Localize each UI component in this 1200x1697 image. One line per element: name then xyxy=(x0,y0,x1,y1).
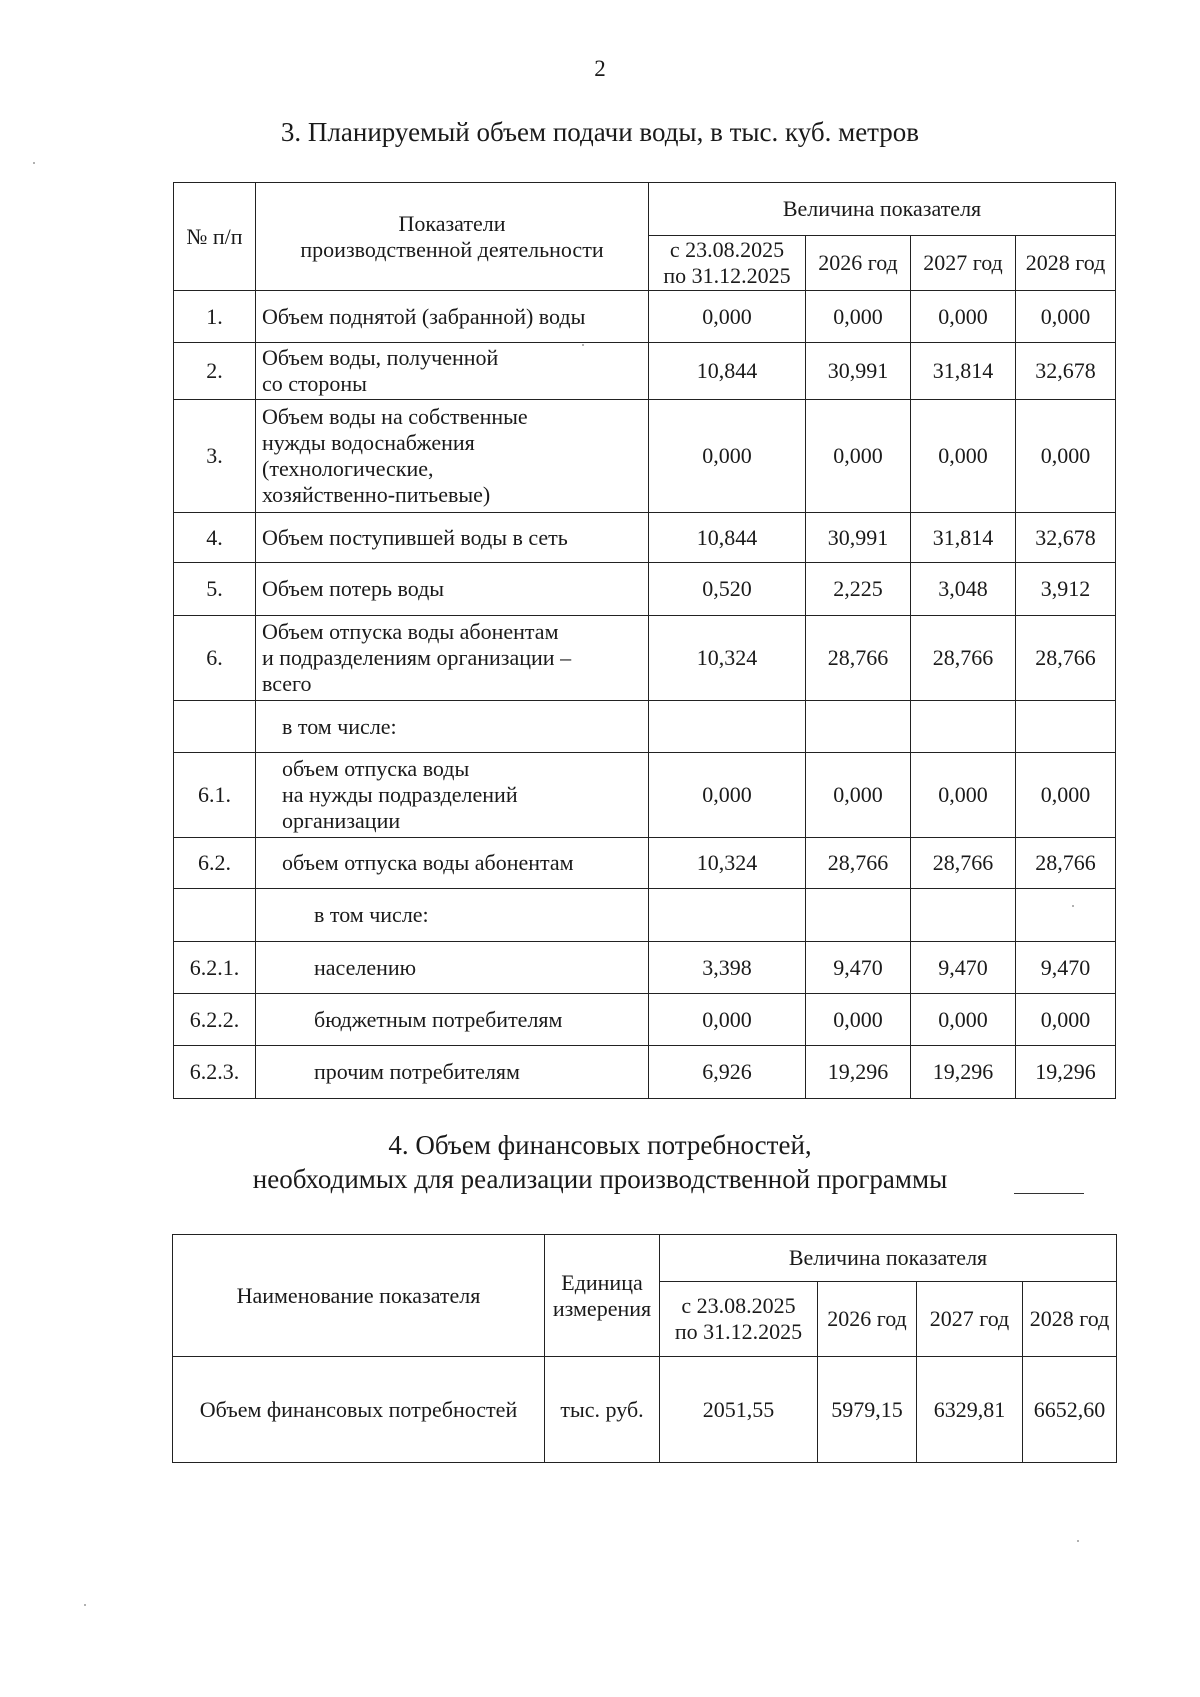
row-value-2027 xyxy=(911,701,1016,753)
scan-speck xyxy=(33,162,35,164)
header-indicators-line: производственной деятельности xyxy=(300,236,604,262)
row-value-2026: 30,991 xyxy=(806,513,911,563)
row-indicator-line: бюджетным потребителям xyxy=(314,1006,563,1032)
row-indicator-line: Объем поднятой (забранной) воды xyxy=(262,303,586,329)
water-supply-table xyxy=(173,182,1116,1099)
row-indicator xyxy=(256,563,649,616)
row-indicator-line: объем отпуска воды абонентам xyxy=(282,850,574,875)
row-value-2026: 9,470 xyxy=(806,942,911,994)
row-indicator-line: и подразделениям организации – xyxy=(262,645,572,670)
row-indicator xyxy=(256,1046,649,1099)
water-supply-table-body xyxy=(174,291,1116,1099)
header-period1-line: с 23.08.2025 xyxy=(669,237,785,262)
row-indicator-line: нужды водоснабжения xyxy=(262,430,475,455)
header-num: № п/п xyxy=(174,183,256,291)
header-unit-line: измерения xyxy=(552,1295,652,1321)
row-number: 6.1. xyxy=(174,753,256,838)
row-indicator xyxy=(256,889,649,942)
page-number: 2 xyxy=(594,56,606,81)
row-indicator xyxy=(256,994,649,1046)
row-indicator xyxy=(256,701,649,753)
row-value-2026: 2,225 xyxy=(806,563,911,616)
row-value-2027: 3,048 xyxy=(911,563,1016,616)
row-value-2026 xyxy=(806,701,911,753)
header-period1-line: по 31.12.2025 xyxy=(674,1319,803,1344)
table-row xyxy=(174,753,1116,838)
row-value-2028: 32,678 xyxy=(1016,513,1116,563)
row-value-period1: 0,000 xyxy=(649,291,806,343)
scan-speck xyxy=(84,1604,86,1606)
row-value-period1: 10,324 xyxy=(649,838,806,889)
row-value-period1: 10,844 xyxy=(649,513,806,563)
row-value-period1: 0,000 xyxy=(649,400,806,513)
row-value-2027: 28,766 xyxy=(911,616,1016,701)
scan-speck xyxy=(582,344,584,346)
row-indicator-line: Объем поступившей воды в сеть xyxy=(262,524,568,550)
row-value-period1: 6,926 xyxy=(649,1046,806,1099)
header-2027: 2027 год xyxy=(911,236,1016,291)
row-indicator-line: населению xyxy=(314,954,417,980)
row-indicator-line: Объем воды на собственные xyxy=(262,404,528,429)
scan-speck xyxy=(1077,1540,1079,1542)
header-period1-line: с 23.08.2025 xyxy=(681,1293,796,1318)
row-value-period1: 0,520 xyxy=(649,563,806,616)
header-2028: 2028 год xyxy=(1023,1282,1117,1357)
row-indicator xyxy=(256,400,649,513)
table-row xyxy=(174,838,1116,889)
row-number: 6. xyxy=(174,616,256,701)
row-indicator xyxy=(256,838,649,889)
row-value-2028: 19,296 xyxy=(1016,1046,1116,1099)
row-value-2028: 32,678 xyxy=(1016,343,1116,400)
section-4-title-line: необходимых для реализации производственной программы xyxy=(252,1164,948,1194)
row-number xyxy=(174,701,256,753)
header-period1 xyxy=(649,236,806,291)
header-period1 xyxy=(660,1282,818,1357)
row-value-2026: 30,991 xyxy=(806,343,911,400)
header-unit xyxy=(545,1235,660,1357)
table-header-row xyxy=(173,1235,1117,1282)
table-row xyxy=(174,994,1116,1046)
row-indicator xyxy=(256,343,649,400)
header-2026: 2026 год xyxy=(806,236,911,291)
header-period1-line: по 31.12.2025 xyxy=(663,263,791,288)
row-value-2026: 0,000 xyxy=(806,291,911,343)
row-value-2028: 0,000 xyxy=(1016,753,1116,838)
row-value-2028: 3,912 xyxy=(1016,563,1116,616)
row-value-period1: 10,844 xyxy=(649,343,806,400)
row-number: 1. xyxy=(174,291,256,343)
header-unit-line: Единица xyxy=(561,1269,643,1295)
header-indicators xyxy=(256,183,649,291)
row-indicator-line: со стороны xyxy=(262,371,367,396)
row-indicator-line: (технологические, xyxy=(262,456,434,481)
row-indicator-line: хозяйственно-питьевые) xyxy=(262,482,491,507)
row-number: 6.2.1. xyxy=(174,942,256,994)
row-number: 2. xyxy=(174,343,256,400)
row-value-period1: 0,000 xyxy=(649,994,806,1046)
table-row xyxy=(174,616,1116,701)
row-value-2028 xyxy=(1016,889,1116,942)
row-indicator-line: прочим потребителям xyxy=(314,1059,520,1084)
table-row xyxy=(174,400,1116,513)
row-number: 6.2.2. xyxy=(174,994,256,1046)
row-indicator-line: организации xyxy=(282,808,401,833)
row-value-period1: 10,324 xyxy=(649,616,806,701)
section-4-title-line: 4. Объем финансовых потребностей, xyxy=(388,1130,812,1160)
row-value-2028: 28,766 xyxy=(1016,616,1116,701)
row-value-2027 xyxy=(911,889,1016,942)
row-number: 5. xyxy=(174,563,256,616)
row-value-2028 xyxy=(1016,701,1116,753)
row-number: 6.2. xyxy=(174,838,256,889)
header-name: Наименование показателя xyxy=(173,1235,545,1357)
row-indicator xyxy=(256,616,649,701)
row-value-2027: 0,000 xyxy=(911,753,1016,838)
row-value-2027: 0,000 xyxy=(911,400,1016,513)
row-value-2028: 0,000 xyxy=(1016,400,1116,513)
table-row xyxy=(174,291,1116,343)
row-value-2027: 0,000 xyxy=(911,994,1016,1046)
row-value-period1 xyxy=(649,889,806,942)
table-row xyxy=(173,1357,1117,1463)
section-3-title: 3. Планируемый объем подачи воды, в тыс. куб. метров xyxy=(280,117,920,147)
row-name: Объем финансовых потребностей xyxy=(173,1357,545,1463)
row-indicator-line: в том числе: xyxy=(282,713,397,739)
header-2027: 2027 год xyxy=(917,1282,1023,1357)
row-indicator xyxy=(256,753,649,838)
row-value-period1: 0,000 xyxy=(649,753,806,838)
header-2028: 2028 год xyxy=(1016,236,1116,291)
row-value-2027: 9,470 xyxy=(911,942,1016,994)
row-indicator-line: на нужды подразделений xyxy=(282,782,518,807)
row-number: 3. xyxy=(174,400,256,513)
row-value-period1: 3,398 xyxy=(649,942,806,994)
table-row xyxy=(174,701,1116,753)
row-value-2026 xyxy=(806,889,911,942)
row-indicator-line: Объем отпуска воды абонентам xyxy=(262,619,559,644)
row-indicator-line: всего xyxy=(262,671,312,696)
row-value-period1 xyxy=(649,701,806,753)
row-value-2026: 0,000 xyxy=(806,753,911,838)
row-value-2026: 19,296 xyxy=(806,1046,911,1099)
row-indicator xyxy=(256,291,649,343)
row-value-2027: 31,814 xyxy=(911,513,1016,563)
row-value-2026: 28,766 xyxy=(806,838,911,889)
row-number xyxy=(174,889,256,942)
row-indicator-line: в том числе: xyxy=(314,902,429,927)
row-indicator-line: Объем потерь воды xyxy=(262,576,445,601)
section-4-title xyxy=(0,1128,1200,1196)
row-value-2028: 0,000 xyxy=(1016,994,1116,1046)
row-value-2027: 6329,81 xyxy=(917,1357,1023,1463)
table-row xyxy=(174,513,1116,563)
row-value-2027: 28,766 xyxy=(911,838,1016,889)
row-value-2026: 28,766 xyxy=(806,616,911,701)
row-unit: тыс. руб. xyxy=(545,1357,660,1463)
header-2026: 2026 год xyxy=(818,1282,917,1357)
header-indicators-line: Показатели xyxy=(398,210,506,236)
row-value-2026: 0,000 xyxy=(806,400,911,513)
row-value-2028: 9,470 xyxy=(1016,942,1116,994)
row-value-2027: 31,814 xyxy=(911,343,1016,400)
row-value-period1: 2051,55 xyxy=(660,1357,818,1463)
table-row xyxy=(174,563,1116,616)
table-row xyxy=(174,1046,1116,1099)
header-value: Величина показателя xyxy=(660,1235,1117,1282)
financial-needs-table xyxy=(172,1234,1117,1463)
table-row xyxy=(174,343,1116,400)
row-value-2027: 0,000 xyxy=(911,291,1016,343)
row-indicator xyxy=(256,942,649,994)
table-row xyxy=(174,942,1116,994)
row-number: 4. xyxy=(174,513,256,563)
row-indicator-line: объем отпуска воды xyxy=(282,756,470,781)
scan-speck xyxy=(1072,905,1074,907)
row-value-2028: 0,000 xyxy=(1016,291,1116,343)
table-row xyxy=(174,889,1116,942)
row-value-2028: 28,766 xyxy=(1016,838,1116,889)
row-value-2026: 0,000 xyxy=(806,994,911,1046)
row-indicator-line: Объем воды, полученной xyxy=(262,345,499,370)
row-value-2028: 6652,60 xyxy=(1023,1357,1117,1463)
table-header-row xyxy=(174,183,1116,236)
header-value: Величина показателя xyxy=(649,183,1116,236)
row-indicator xyxy=(256,513,649,563)
row-value-2026: 5979,15 xyxy=(818,1357,917,1463)
row-number: 6.2.3. xyxy=(174,1046,256,1099)
handwritten-stroke xyxy=(1014,1193,1084,1194)
row-value-2027: 19,296 xyxy=(911,1046,1016,1099)
